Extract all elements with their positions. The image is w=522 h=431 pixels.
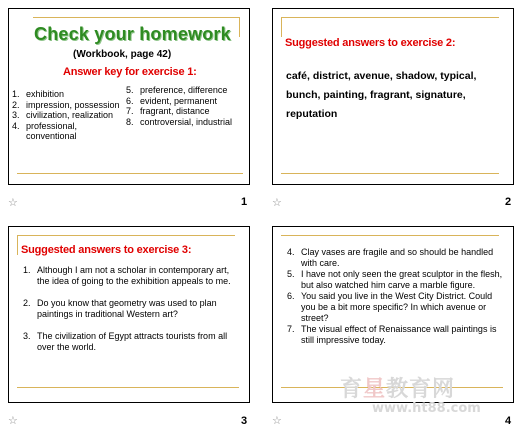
slide-accent-line [281, 173, 499, 174]
list-item: 1. Although I am not a scholar in contemporary art, the idea of going to the exhibition appeals to me. [23, 265, 231, 286]
slide-accent-line [17, 387, 239, 388]
list-item: 8. controversial, industrial [126, 116, 233, 127]
page-number: 2 [505, 196, 512, 208]
slide-subtitle: (Workbook, page 42) [73, 49, 172, 60]
slide-accent-line [17, 235, 235, 236]
slide-heading: Answer key for exercise 1: [63, 66, 197, 78]
slide-accent-line [17, 235, 18, 255]
watermark-logo-text: 育星教育网 [340, 376, 456, 401]
slide-title: Check your homework [34, 24, 231, 44]
list-item: 5. preference, difference [126, 85, 228, 95]
slide-3[interactable] [8, 226, 250, 403]
slide-1[interactable] [8, 8, 250, 185]
slide-accent-line [17, 173, 243, 174]
list-item: 2. impression, possession [12, 99, 120, 110]
page-number: 4 [505, 415, 512, 427]
answer-list-left [12, 89, 122, 142]
slide-2[interactable] [272, 8, 514, 185]
answer-list [23, 265, 243, 364]
slide-accent-line [281, 17, 282, 37]
list-item: 2. Do you know that geometry was used to plan paintings in traditional Western art? [23, 298, 217, 319]
watermark-url: www.ht88.com [372, 401, 481, 416]
list-item: 1. exhibition [12, 89, 65, 99]
list-item: 6. evident, permanent [126, 95, 218, 106]
slide-body-text: café, district, avenue, shadow, typical, bunch, painting, fragrant, signature, reputation [286, 70, 477, 120]
slide-heading: Suggested answers to exercise 2: [285, 37, 456, 49]
list-item: 4. professional, conventional [12, 120, 78, 141]
slide-accent-line [33, 17, 239, 18]
list-item: 5. I have not only seen the great sculptor in the flesh, but also watched him carve a marble figure. [287, 269, 503, 290]
list-item: 3. civilization, realization [12, 110, 114, 120]
answer-list-right [126, 85, 236, 127]
list-item: 6. You said you live in the West City District. Could you be a bit more specific? In which avenue or street? [287, 291, 493, 323]
page-number: 1 [241, 196, 248, 208]
slide-heading: Suggested answers to exercise 3: [21, 244, 192, 256]
list-item: 3. The civilization of Egypt attracts tourists from all over the world. [23, 331, 228, 352]
slide-accent-line [281, 17, 499, 18]
star-icon: ☆ [272, 415, 282, 427]
star-icon: ☆ [8, 415, 18, 427]
page-number: 3 [241, 415, 248, 427]
list-item: 7. fragrant, distance [126, 106, 210, 116]
star-icon: ☆ [272, 197, 282, 209]
answer-list [287, 247, 509, 346]
slide-accent-line [239, 17, 240, 37]
list-item: 4. Clay vases are fragile and so should be handled with care. [287, 247, 494, 268]
star-icon: ☆ [8, 197, 18, 209]
slide-accent-line [281, 235, 499, 236]
list-item: 7. The visual effect of Renaissance wall paintings is still impressive today. [287, 324, 497, 345]
